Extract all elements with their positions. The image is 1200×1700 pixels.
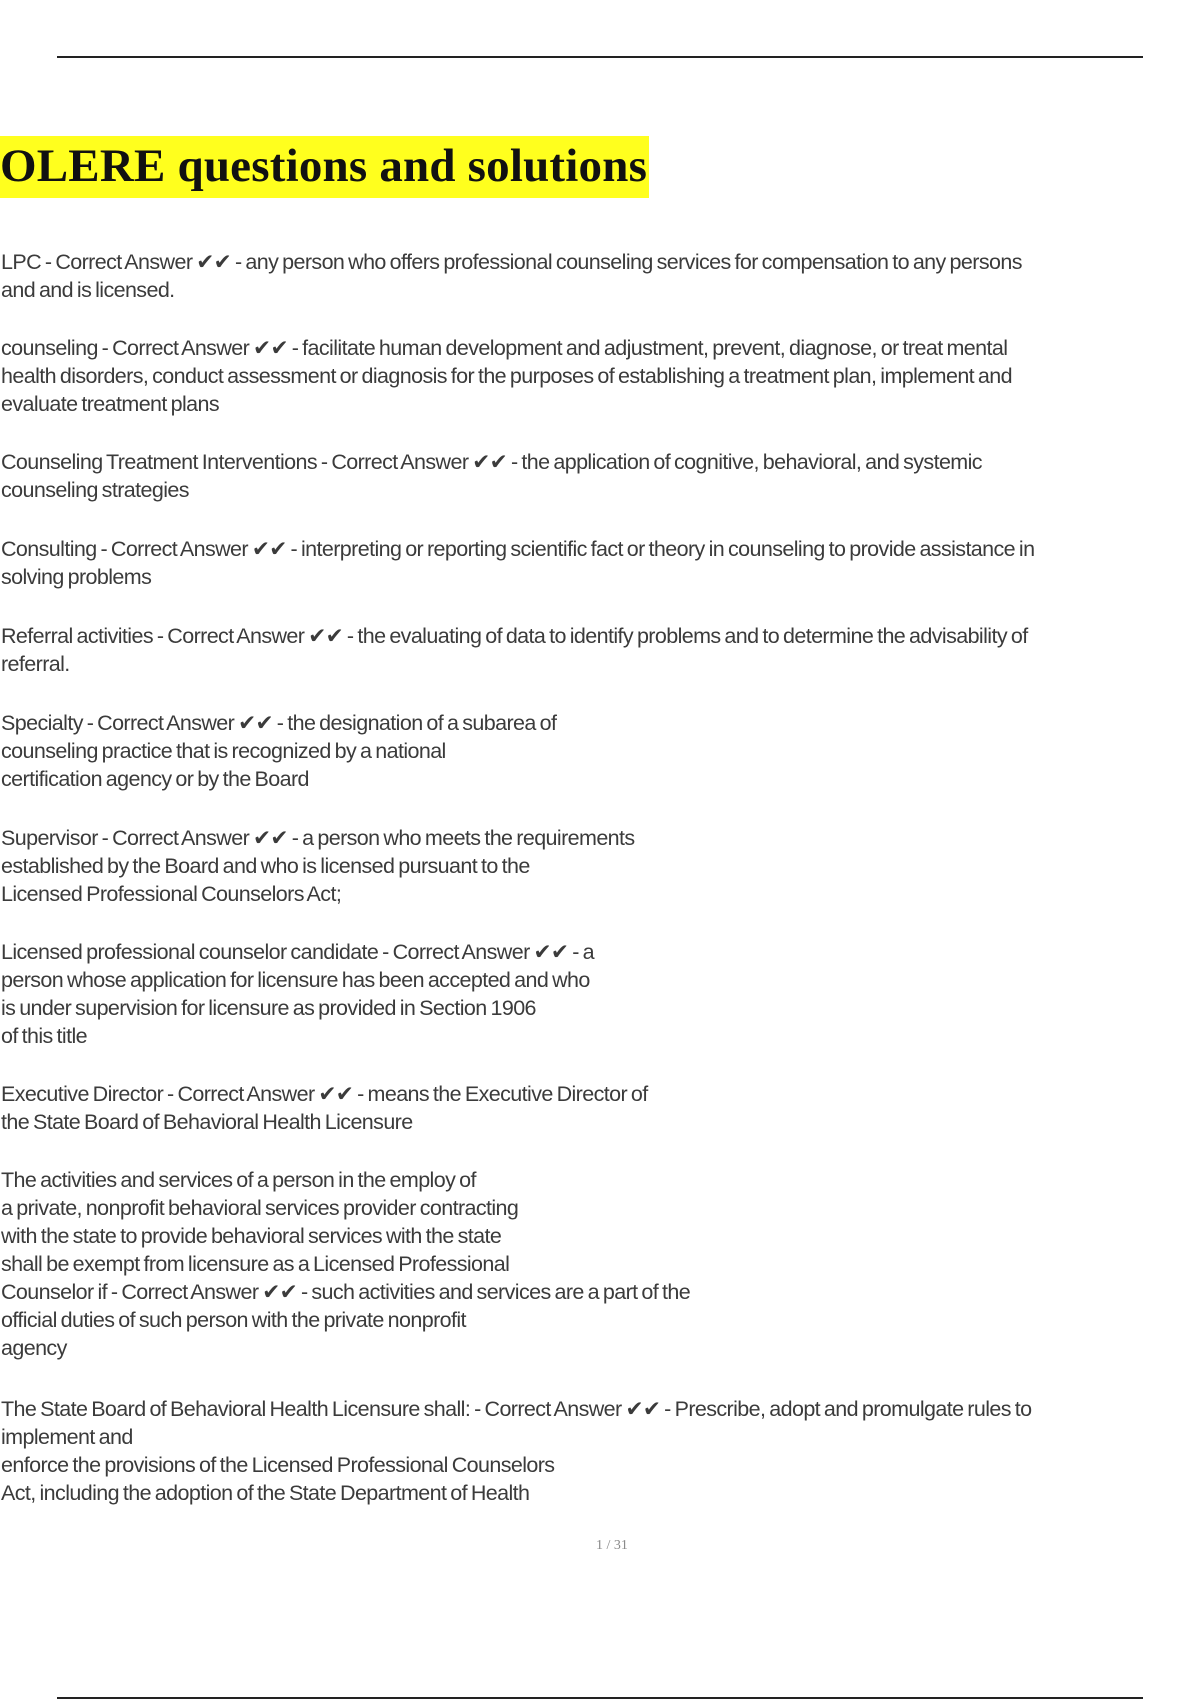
header-rule bbox=[57, 56, 1143, 58]
entry-line: counseling - Correct Answer ✔✔ - facilitate human development and adjustment, prevent, diagnose, or treat mental bbox=[1, 336, 1008, 360]
flashcard-entry bbox=[1, 448, 982, 504]
flashcard-entry bbox=[1, 709, 556, 793]
entry-line: established by the Board and who is licensed pursuant to the bbox=[1, 854, 530, 878]
entry-line: Counseling Treatment Interventions - Correct Answer ✔✔ - the application of cognitive, behavioral, and systemic bbox=[1, 450, 982, 474]
entry-line: is under supervision for licensure as provided in Section 1906 bbox=[1, 996, 536, 1020]
entry-line: Counselor if - Correct Answer ✔✔ - such activities and services are a part of the bbox=[1, 1280, 691, 1304]
flashcard-entry bbox=[1, 334, 1012, 418]
entry-line: implement and bbox=[1, 1425, 133, 1449]
entry-line: with the state to provide behavioral services with the state bbox=[1, 1224, 502, 1248]
entry-line: of this title bbox=[1, 1024, 87, 1048]
entry-line: Licensed Professional Counselors Act; bbox=[1, 882, 342, 906]
document-title: OLERE questions and solutions bbox=[0, 136, 649, 198]
entry-line: Supervisor - Correct Answer ✔✔ - a person who meets the requirements bbox=[1, 826, 635, 850]
entry-line: person whose application for licensure has been accepted and who bbox=[1, 968, 590, 992]
flashcard-entry bbox=[1, 938, 594, 1050]
flashcard-entry bbox=[1, 1395, 1032, 1507]
entry-line: a private, nonprofit behavioral services provider contracting bbox=[1, 1196, 519, 1220]
entry-line: certification agency or by the Board bbox=[1, 767, 309, 791]
entry-line: referral. bbox=[1, 652, 70, 676]
flashcard-entry bbox=[1, 622, 1028, 678]
flashcard-entry bbox=[1, 1166, 690, 1362]
entry-line: Specialty - Correct Answer ✔✔ - the designation of a subarea of bbox=[1, 711, 557, 735]
entry-line: evaluate treatment plans bbox=[1, 392, 220, 416]
entry-line: shall be exempt from licensure as a Licensed Professional bbox=[1, 1252, 510, 1276]
entry-line: counseling strategies bbox=[1, 478, 189, 502]
entry-line: solving problems bbox=[1, 565, 152, 589]
flashcard-entry bbox=[1, 535, 1034, 591]
entry-line: Act, including the adoption of the State Department of Health bbox=[1, 1481, 530, 1505]
entry-line: agency bbox=[1, 1336, 67, 1360]
entry-line: Consulting - Correct Answer ✔✔ - interpreting or reporting scientific fact or theory in counseling to provide assistance in bbox=[1, 537, 1035, 561]
footer-rule bbox=[57, 1697, 1143, 1699]
entry-line: the State Board of Behavioral Health Licensure bbox=[1, 1110, 413, 1134]
entry-line: Executive Director - Correct Answer ✔✔ - means the Executive Director of bbox=[1, 1082, 648, 1106]
entry-line: and and is licensed. bbox=[1, 278, 175, 302]
page-number: 1 / 31 bbox=[596, 1538, 628, 1553]
entry-line: The State Board of Behavioral Health Licensure shall: - Correct Answer ✔✔ - Prescribe, adopt and promulgate rules to bbox=[1, 1397, 1032, 1421]
entry-line: counseling practice that is recognized by a national bbox=[1, 739, 446, 763]
entry-line: LPC - Correct Answer ✔✔ - any person who offers professional counseling services for compensation to any persons bbox=[1, 250, 1022, 274]
entry-line: official duties of such person with the private nonprofit bbox=[1, 1308, 466, 1332]
entry-line: enforce the provisions of the Licensed Professional Counselors bbox=[1, 1453, 555, 1477]
entry-line: Licensed professional counselor candidate - Correct Answer ✔✔ - a bbox=[1, 940, 595, 964]
entry-line: health disorders, conduct assessment or diagnosis for the purposes of establishing a treatment plan, implement and bbox=[1, 364, 1012, 388]
entry-line: Referral activities - Correct Answer ✔✔ - the evaluating of data to identify problems and to determine the advisability of bbox=[1, 624, 1028, 648]
flashcard-entry bbox=[1, 1080, 648, 1136]
entry-line: The activities and services of a person in the employ of bbox=[1, 1168, 476, 1192]
flashcard-entry bbox=[1, 824, 635, 908]
flashcard-entry bbox=[1, 248, 1022, 304]
